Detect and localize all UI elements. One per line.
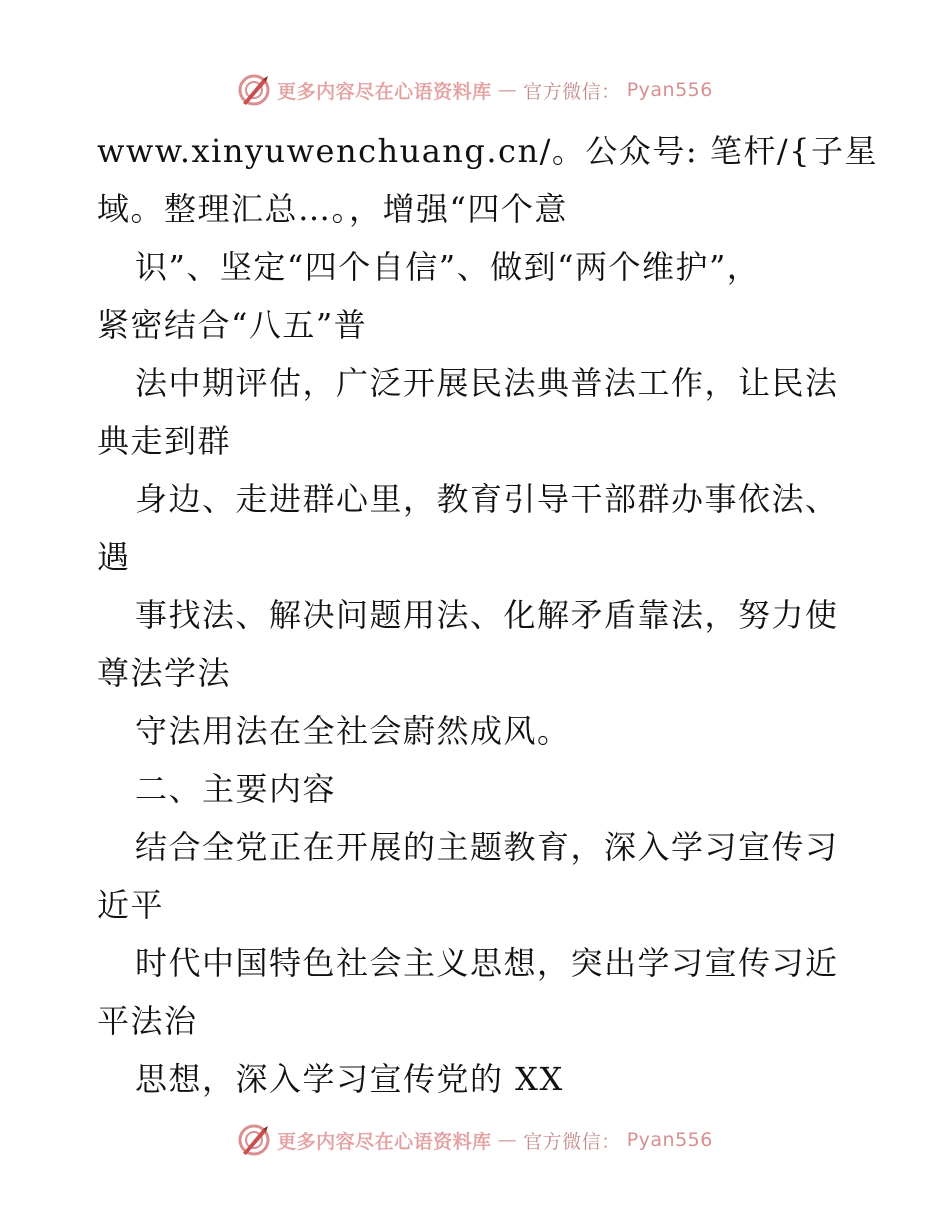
- body-line: 紧密结合“八五”普: [97, 306, 368, 344]
- footer-watermark-banner: [0, 1120, 950, 1160]
- body-line: 域。整理汇总…。，增强“四个意: [97, 190, 568, 228]
- banner-separator: —: [497, 1129, 518, 1151]
- body-line: 身边、走进群心里，教育引导干部群办事依法、: [135, 480, 839, 518]
- document-body: [97, 122, 878, 1108]
- body-line: 守法用法在全社会蔚然成风。: [135, 712, 571, 750]
- body-line: 典走到群: [97, 422, 232, 460]
- body-line: 法中期评估，广泛开展民法典普法工作，让民法: [135, 364, 839, 402]
- banner-separator: —: [497, 79, 518, 101]
- body-line: 近平: [97, 886, 165, 924]
- body-line: 遇: [97, 538, 131, 576]
- pen-seal-logo-icon: [237, 1123, 271, 1157]
- body-line: 平法治: [97, 1002, 198, 1040]
- banner-main-text: 更多内容尽在心语资料库: [277, 80, 492, 103]
- body-line: 尊法学法: [97, 654, 232, 692]
- banner-main-text: 更多内容尽在心语资料库: [277, 1130, 492, 1153]
- body-line: 思想，深入学习宣传党的 XX: [135, 1060, 564, 1098]
- body-line: 时代中国特色社会主义思想，突出学习宣传习近: [135, 944, 839, 982]
- body-line: 结合全党正在开展的主题教育，深入学习宣传习: [135, 828, 839, 866]
- banner-wechat-id: Pyan556: [626, 1129, 713, 1151]
- pen-seal-logo-icon: [237, 73, 271, 107]
- body-line: www.xinyuwenchuang.cn/。公众号: 笔杆/{子星: [97, 132, 878, 170]
- banner-wechat-id: Pyan556: [626, 79, 713, 101]
- section-heading: 二、主要内容: [135, 770, 337, 808]
- body-line: 识”、坚定“四个自信”、做到“两个维护”，: [135, 248, 761, 286]
- body-line: 事找法、解决问题用法、化解矛盾靠法，努力使: [135, 596, 839, 634]
- banner-wechat-label: 官方微信：: [523, 1130, 621, 1153]
- header-watermark-banner: [0, 70, 950, 110]
- banner-wechat-label: 官方微信：: [523, 80, 621, 103]
